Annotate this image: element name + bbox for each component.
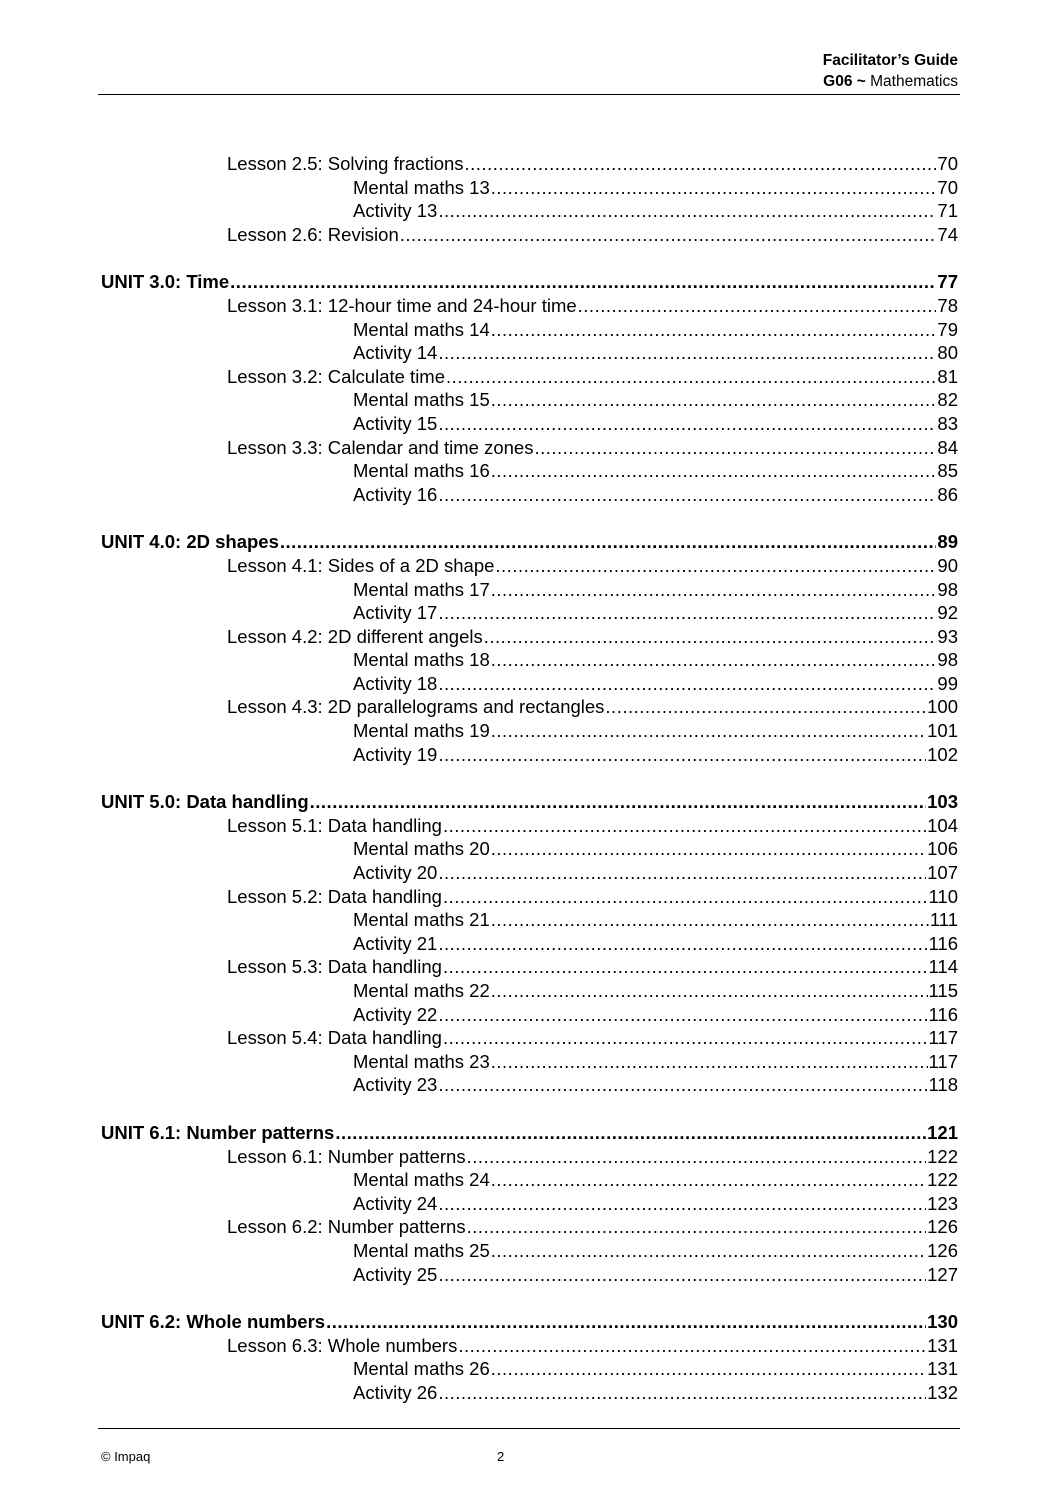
- toc-entry-page: 86: [937, 483, 958, 505]
- dot-leader: [280, 530, 937, 554]
- dot-leader: [491, 648, 937, 672]
- toc-entry-title: Lesson 6.1: Number patterns: [227, 1145, 466, 1167]
- dot-leader: [491, 459, 937, 483]
- toc-entry-title: Activity 17: [353, 602, 438, 624]
- toc-lesson-entry[interactable]: [101, 814, 958, 838]
- dot-leader: [495, 554, 936, 578]
- toc-entry-title: Mental maths 26: [353, 1358, 490, 1380]
- toc-entry-title: UNIT 3.0: Time: [101, 271, 230, 293]
- dot-leader: [438, 412, 936, 436]
- toc-sub-entry[interactable]: [101, 1073, 958, 1097]
- toc-sub-entry[interactable]: [101, 412, 958, 436]
- toc-lesson-entry[interactable]: [101, 625, 958, 649]
- toc-lesson-entry[interactable]: [101, 294, 958, 318]
- toc-entry-page: 122: [927, 1145, 958, 1167]
- dot-leader: [491, 719, 926, 743]
- toc-lesson-entry[interactable]: [101, 436, 958, 460]
- page-header: [823, 50, 958, 92]
- table-of-contents: [101, 152, 958, 1405]
- toc-sub-entry[interactable]: [101, 979, 958, 1003]
- dot-leader: [491, 979, 928, 1003]
- toc-entry-title: Activity 21: [353, 932, 438, 954]
- toc-entry-page: 70: [937, 153, 958, 174]
- toc-sub-entry[interactable]: [101, 837, 958, 861]
- toc-entry-page: 82: [937, 389, 958, 411]
- footer-page-number: 2: [497, 1449, 505, 1464]
- header-grade-code: G06 ~: [823, 73, 866, 90]
- toc-entry-title: Activity 15: [353, 412, 438, 434]
- dot-leader: [491, 1168, 926, 1192]
- toc-lesson-entry[interactable]: [101, 695, 958, 719]
- dot-leader: [465, 152, 937, 176]
- dot-leader: [230, 270, 936, 294]
- toc-entry-title: UNIT 6.2: Whole numbers: [101, 1311, 326, 1333]
- dot-leader: [438, 932, 927, 956]
- toc-unit-entry[interactable]: [101, 1310, 958, 1334]
- toc-sub-entry[interactable]: [101, 318, 958, 342]
- footer-divider: [98, 1428, 960, 1429]
- dot-leader: [326, 1310, 926, 1334]
- toc-entry-title: Activity 18: [353, 672, 438, 694]
- dot-leader: [400, 223, 937, 247]
- toc-entry-title: Mental maths 18: [353, 649, 490, 671]
- toc-sub-entry[interactable]: [101, 578, 958, 602]
- toc-sub-entry[interactable]: [101, 1381, 958, 1405]
- toc-lesson-entry[interactable]: [101, 152, 958, 176]
- toc-entry-title: Activity 23: [353, 1074, 438, 1096]
- toc-entry-page: 98: [937, 578, 958, 600]
- toc-entry-page: 83: [937, 412, 958, 434]
- toc-entry-page: 122: [927, 1169, 958, 1191]
- toc-entry-title: Activity 24: [353, 1192, 438, 1214]
- toc-lesson-entry[interactable]: [101, 1215, 958, 1239]
- toc-entry-title: Lesson 3.3: Calendar and time zones: [227, 436, 534, 458]
- toc-entry-page: 100: [927, 696, 958, 718]
- toc-entry-title: Activity 22: [353, 1003, 438, 1025]
- toc-unit-entry[interactable]: [101, 270, 958, 294]
- dot-leader: [443, 885, 928, 909]
- toc-entry-page: 121: [927, 1121, 958, 1143]
- dot-leader: [491, 908, 929, 932]
- toc-sub-entry[interactable]: [101, 459, 958, 483]
- toc-entry-title: Mental maths 25: [353, 1239, 490, 1261]
- toc-entry-title: UNIT 6.1: Number patterns: [101, 1121, 335, 1143]
- toc-entry-title: Lesson 5.1: Data handling: [227, 814, 442, 836]
- dot-leader: [438, 1003, 927, 1027]
- dot-leader: [438, 483, 936, 507]
- dot-leader: [491, 578, 937, 602]
- toc-entry-title: Lesson 5.3: Data handling: [227, 956, 442, 978]
- toc-sub-entry[interactable]: [101, 388, 958, 412]
- toc-sub-entry[interactable]: [101, 1357, 958, 1381]
- toc-entry-title: Lesson 4.1: Sides of a 2D shape: [227, 554, 495, 576]
- toc-entry-title: Lesson 4.3: 2D parallelograms and rectangles: [227, 696, 605, 718]
- toc-entry-title: Activity 13: [353, 200, 438, 222]
- toc-entry-page: 131: [927, 1334, 958, 1356]
- dot-leader: [467, 1215, 927, 1239]
- toc-entry-title: Lesson 2.5: Solving fractions: [227, 153, 464, 174]
- toc-entry-title: Lesson 5.4: Data handling: [227, 1027, 442, 1049]
- toc-entry-page: 74: [937, 223, 958, 245]
- header-title: Facilitator’s Guide: [822, 52, 958, 69]
- toc-entry-page: 92: [937, 602, 958, 624]
- toc-entry-page: 77: [937, 271, 958, 293]
- toc-entry-page: 85: [937, 460, 958, 482]
- dot-leader: [491, 318, 937, 342]
- dot-leader: [458, 1334, 926, 1358]
- toc-lesson-entry[interactable]: [101, 1145, 958, 1169]
- toc-lesson-entry[interactable]: [101, 365, 958, 389]
- dot-leader: [443, 1026, 928, 1050]
- dot-leader: [491, 837, 926, 861]
- dot-leader: [605, 695, 926, 719]
- toc-entry-title: Lesson 6.3: Whole numbers: [227, 1334, 458, 1356]
- dot-leader: [491, 1050, 928, 1074]
- dot-leader: [438, 1192, 926, 1216]
- toc-entry-page: 70: [937, 176, 958, 198]
- toc-lesson-entry[interactable]: [101, 1026, 958, 1050]
- toc-entry-page: 127: [927, 1263, 958, 1285]
- dot-leader: [438, 199, 936, 223]
- dot-leader: [438, 1263, 926, 1287]
- dot-leader: [438, 341, 936, 365]
- toc-sub-entry[interactable]: [101, 1263, 958, 1287]
- toc-entry-title: Activity 25: [353, 1263, 438, 1285]
- toc-entry-title: Mental maths 21: [353, 909, 490, 931]
- dot-leader: [443, 955, 928, 979]
- toc-entry-page: 84: [937, 436, 958, 458]
- toc-entry-title: Mental maths 23: [353, 1050, 490, 1072]
- toc-sub-entry[interactable]: [101, 743, 958, 767]
- toc-sub-entry[interactable]: [101, 932, 958, 956]
- toc-entry-page: 93: [937, 625, 958, 647]
- toc-entry-page: 126: [927, 1239, 958, 1261]
- toc-sub-entry[interactable]: [101, 908, 958, 932]
- toc-entry-page: 117: [928, 1027, 958, 1049]
- toc-sub-entry[interactable]: [101, 648, 958, 672]
- footer-copyright: © Impaq: [101, 1449, 151, 1464]
- toc-entry-page: 126: [927, 1216, 958, 1238]
- toc-entry-page: 110: [928, 885, 958, 907]
- dot-leader: [438, 672, 936, 696]
- toc-entry-page: 114: [928, 956, 958, 978]
- toc-sub-entry[interactable]: [101, 1239, 958, 1263]
- toc-lesson-entry[interactable]: [101, 955, 958, 979]
- toc-sub-entry[interactable]: [101, 601, 958, 625]
- toc-sub-entry[interactable]: [101, 1003, 958, 1027]
- toc-sub-entry[interactable]: [101, 719, 958, 743]
- toc-entry-page: 101: [927, 720, 958, 742]
- toc-sub-entry[interactable]: [101, 672, 958, 696]
- toc-sub-entry[interactable]: [101, 341, 958, 365]
- toc-entry-page: 89: [937, 531, 958, 553]
- toc-entry-title: Lesson 2.6: Revision: [227, 223, 399, 245]
- toc-entry-page: 111: [929, 909, 958, 931]
- toc-lesson-entry[interactable]: [101, 885, 958, 909]
- toc-sub-entry[interactable]: [101, 1192, 958, 1216]
- toc-entry-title: Lesson 5.2: Data handling: [227, 885, 442, 907]
- toc-entry-title: UNIT 5.0: Data handling: [101, 791, 309, 813]
- toc-entry-title: Lesson 3.2: Calculate time: [227, 365, 446, 387]
- toc-entry-title: Activity 19: [353, 743, 438, 765]
- toc-entry-title: Mental maths 20: [353, 838, 490, 860]
- toc-sub-entry[interactable]: [101, 199, 958, 223]
- toc-entry-page: 106: [927, 838, 958, 860]
- toc-entry-title: Activity 14: [353, 342, 438, 364]
- toc-entry-title: Mental maths 15: [353, 389, 490, 411]
- toc-unit-entry[interactable]: [101, 530, 958, 554]
- toc-entry-title: UNIT 4.0: 2D shapes: [101, 531, 279, 553]
- toc-entry-page: 115: [928, 980, 958, 1001]
- header-divider: [98, 94, 960, 95]
- dot-leader: [578, 294, 937, 318]
- dot-leader: [438, 743, 926, 767]
- toc-entry-page: 79: [937, 318, 958, 340]
- header-subtitle: [823, 71, 958, 92]
- toc-entry-title: Mental maths 16: [353, 460, 490, 482]
- dot-leader: [443, 814, 926, 838]
- toc-sub-entry[interactable]: [101, 861, 958, 885]
- toc-entry-page: 99: [937, 672, 958, 694]
- toc-entry-title: Mental maths 24: [353, 1169, 490, 1191]
- dot-leader: [446, 365, 936, 389]
- toc-entry-title: Activity 20: [353, 862, 438, 884]
- toc-entry-page: 118: [928, 1074, 958, 1096]
- toc-entry-page: 103: [927, 791, 958, 813]
- dot-leader: [438, 601, 936, 625]
- toc-entry-page: 98: [937, 649, 958, 671]
- toc-unit-entry[interactable]: [101, 1121, 958, 1145]
- dot-leader: [335, 1121, 926, 1145]
- dot-leader: [491, 388, 937, 412]
- toc-sub-entry[interactable]: [101, 1168, 958, 1192]
- toc-entry-page: 107: [927, 862, 958, 884]
- toc-entry-page: 71: [937, 200, 958, 222]
- dot-leader: [491, 176, 937, 200]
- dot-leader: [438, 1381, 926, 1405]
- dot-leader: [310, 790, 926, 814]
- dot-leader: [491, 1239, 926, 1263]
- dot-leader: [534, 436, 936, 460]
- toc-entry-page: 117: [928, 1050, 958, 1072]
- toc-entry-title: Activity 26: [353, 1381, 438, 1403]
- toc-entry-page: 102: [927, 743, 958, 765]
- dot-leader: [484, 625, 937, 649]
- toc-entry-page: 131: [927, 1358, 958, 1380]
- toc-lesson-entry[interactable]: [101, 554, 958, 578]
- toc-sub-entry[interactable]: [101, 176, 958, 200]
- toc-entry-title: Mental maths 13: [353, 176, 490, 198]
- toc-entry-title: Lesson 6.2: Number patterns: [227, 1216, 466, 1238]
- toc-entry-page: 104: [927, 814, 958, 836]
- toc-entry-title: Lesson 3.1: 12-hour time and 24-hour time: [227, 294, 577, 316]
- toc-lesson-entry[interactable]: [101, 223, 958, 247]
- toc-lesson-entry[interactable]: [101, 1334, 958, 1358]
- toc-entry-page: 116: [928, 1003, 958, 1025]
- toc-entry-page: 130: [927, 1311, 958, 1333]
- toc-entry-title: Mental maths 14: [353, 318, 490, 340]
- toc-entry-page: 78: [937, 294, 958, 316]
- toc-entry-page: 132: [927, 1381, 958, 1403]
- toc-entry-page: 116: [928, 932, 958, 954]
- toc-entry-title: Activity 16: [353, 483, 438, 505]
- toc-unit-entry[interactable]: [101, 790, 958, 814]
- toc-entry-page: 80: [937, 342, 958, 364]
- dot-leader: [491, 1357, 926, 1381]
- toc-entry-title: Lesson 4.2: 2D different angels: [227, 625, 483, 647]
- dot-leader: [438, 1073, 927, 1097]
- toc-entry-page: 123: [927, 1192, 958, 1214]
- toc-entry-page: 81: [937, 365, 958, 387]
- toc-sub-entry[interactable]: [101, 483, 958, 507]
- toc-entry-page: 90: [937, 554, 958, 576]
- dot-leader: [438, 861, 926, 885]
- toc-entry-title: Mental maths 19: [353, 720, 490, 742]
- toc-entry-title: Mental maths 17: [353, 578, 490, 600]
- dot-leader: [467, 1145, 927, 1169]
- header-subject: Mathematics: [865, 73, 958, 90]
- toc-entry-title: Mental maths 22: [353, 980, 490, 1001]
- toc-sub-entry[interactable]: [101, 1050, 958, 1074]
